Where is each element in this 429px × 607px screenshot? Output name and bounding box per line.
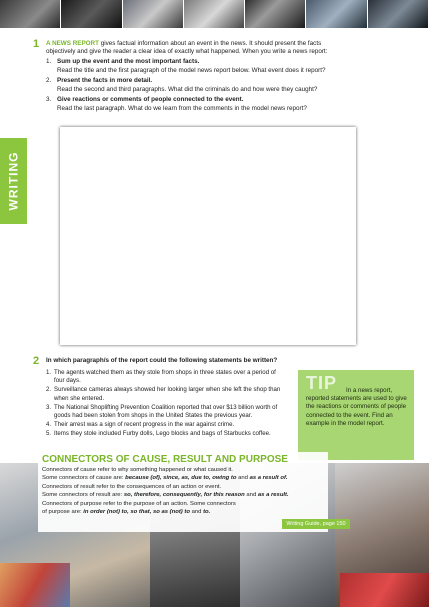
purpose-definition: Connectors of purpose refer to the purpose of an action. Some connectors [42,501,236,507]
writing-guide-link[interactable]: Writing Guide, page 150 [282,519,350,529]
step-1-number: 1. [46,58,52,65]
statement-item: 1. The agents watched them as they stole from shops in three states over a period of four days. [46,369,276,385]
photo-shoplifting [123,0,184,28]
top-photo-strip [0,0,429,28]
cause-list: Some connectors of cause are: because (of), since, as, due to, owing to and as a result of. [42,475,288,481]
step-2-title: Present the facts in more detail. [57,77,153,84]
step-2-number: 2. [46,77,52,84]
purpose-list: of purpose are: in order (not) to, so that, so as (not) to and to. [42,509,211,515]
step-3-detail: Read the last paragraph. What do we learn from the comments in the model news report? [57,105,307,112]
tip-label: TIP [306,373,338,393]
statements-list [46,369,284,440]
exercise-number-1: 1 [33,38,40,50]
statement-item: 5. Items they stole included Furby dolls, Lego blocks and bags of Starbucks coffee. [46,430,271,438]
news-report-term: A NEWS REPORT [46,40,99,47]
photo-hacker [61,0,122,28]
photo-handcuffs [184,0,245,28]
photo-red-bag [340,573,429,607]
result-list: Some connectors of result are: so, therefore, consequently, for this reason and as a result. [42,492,289,498]
photo-camera [368,0,429,28]
step-3-number: 3. [46,96,52,103]
connectors-title: CONNECTORS OF CAUSE, RESULT AND PURPOSE [42,454,288,465]
result-definition: Connectors of result refer to the consequences of an action or event. [42,484,222,490]
torn-paper-edge [60,127,356,345]
step-3-title: Give reactions or comments of people connected to the event. [57,96,244,103]
section2-question: In which paragraph/s of the report could the following statements be written? [46,357,278,364]
intro-text-1: gives factual information about an event in the news. It should present the facts [98,40,322,47]
photo-thief-mask [0,0,61,28]
side-tab-label: WRITING [6,151,21,211]
tip-box [298,370,414,460]
writing-side-tab [0,138,27,224]
exercise-number-2: 2 [33,355,40,367]
section1-intro-line2: objectively and give the reader a clear idea of exactly what happened. When you write a news report: [46,48,328,55]
statement-item: 3. The National Shoplifting Prevention Coalition reported that over $13 billion worth of goods had been stolen from shops in the United States the previous year. [46,403,278,420]
photo-crowd [306,0,367,28]
step-1-detail: Read the title and the first paragraph of the model news report below. What event does it report? [57,67,326,74]
step-1-title: Sum up the event and the most important facts. [57,58,200,65]
statement-item: 4. Their arrest was a sign of recent progress in the war against crime. [46,421,235,429]
photo-colorful-goods [0,563,70,607]
photo-lock [245,0,306,28]
tip-text: In a news report, reported statements are used to give the reactions or comments of people connected to the event. Find an example in the model report. [306,387,407,427]
cause-definition: Connectors of cause refer to why something happened or what caused it. [42,467,233,473]
step-2-detail: Read the second and third paragraphs. What did the criminals do and how were they caught? [57,86,318,93]
statement-item: 2. Surveillance cameras always showed her looking larger when she left the shop than when she entered. [46,386,281,402]
